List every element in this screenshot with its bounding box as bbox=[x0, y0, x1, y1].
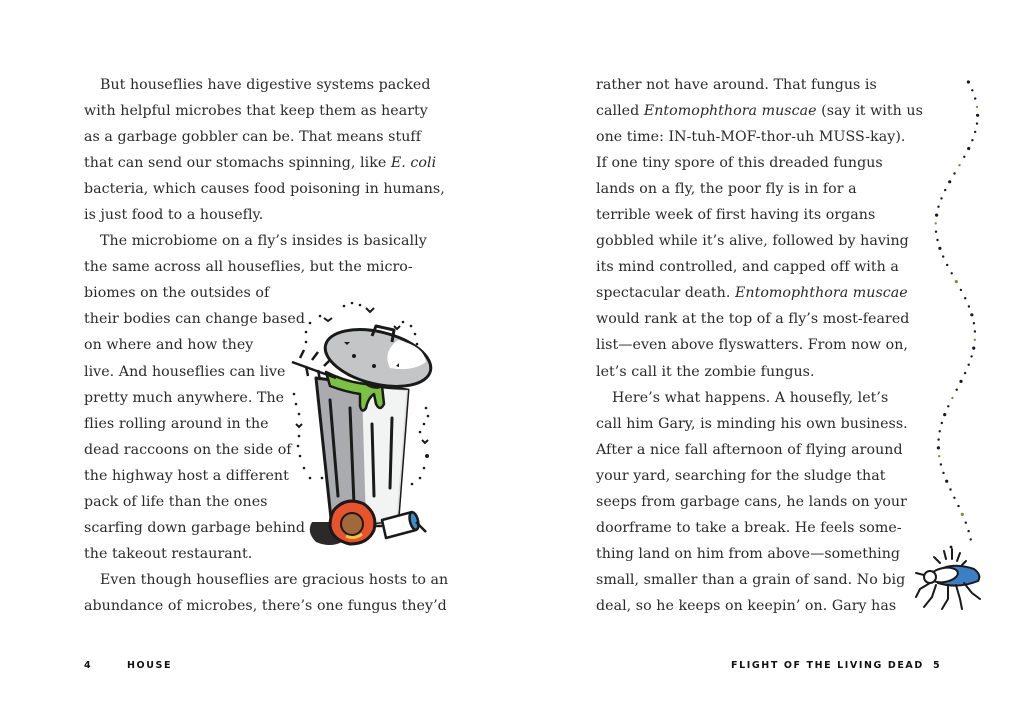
trail-dot bbox=[967, 80, 970, 83]
trail-dot bbox=[940, 197, 942, 199]
trail-dot bbox=[964, 372, 966, 374]
text-line: deal, so he keeps on keepin’ on. Gary has bbox=[596, 597, 897, 614]
trail-dot bbox=[974, 330, 976, 332]
trail-dot bbox=[958, 164, 960, 166]
text-line: scarfing down garbage behind bbox=[84, 519, 306, 536]
trail-dot bbox=[976, 114, 979, 117]
trail-dot bbox=[936, 239, 938, 241]
running-head-right: FLIGHT OF THE LIVING DEAD bbox=[731, 660, 924, 671]
text-line: The microbiome on a fly’s insides is basically bbox=[100, 233, 427, 250]
trail-dot bbox=[970, 538, 972, 540]
text-line bbox=[596, 98, 923, 124]
text-line: on where and how they bbox=[84, 337, 254, 354]
trail-dot bbox=[939, 430, 941, 432]
text-line: your yard, searching for the sludge that bbox=[596, 467, 886, 484]
text-line: as a garbage gobbler can be. That means stuff bbox=[84, 129, 422, 146]
trail-dot bbox=[943, 413, 946, 416]
text-line: lands on a fly, the poor fly is in for a bbox=[596, 181, 857, 198]
trail-dot bbox=[964, 297, 966, 299]
text-run: that can send our stomachs spinning, like bbox=[84, 155, 391, 172]
text-line: its mind controlled, and capped off with a bbox=[596, 259, 899, 276]
text-line: dead raccoons on the side of bbox=[84, 441, 292, 458]
trail-dot bbox=[963, 156, 965, 158]
text-line: with helpful microbes that keep them as hearty bbox=[84, 103, 428, 120]
trail-dot bbox=[968, 364, 970, 366]
text-line: gobbled while it’s alive, followed by having bbox=[596, 233, 909, 250]
text-line: doorframe to take a break. He feels some- bbox=[596, 519, 902, 536]
trail-dot bbox=[976, 122, 978, 124]
trail-dot bbox=[935, 222, 937, 224]
running-head-left: HOUSE bbox=[127, 660, 173, 671]
trail-dot bbox=[946, 264, 948, 266]
text-line: Here’s what happens. A housefly, let’s bbox=[612, 389, 889, 406]
text-line: the takeout restaurant. bbox=[84, 545, 253, 562]
trail-dot bbox=[953, 172, 955, 174]
trail-dot bbox=[970, 355, 972, 357]
text-line: the highway host a different bbox=[84, 467, 289, 484]
trail-dot bbox=[967, 530, 969, 532]
right-page-body bbox=[596, 72, 923, 619]
trail-dot bbox=[935, 231, 937, 233]
trail-dot bbox=[956, 389, 958, 391]
text-line: If one tiny spore of this dreaded fungus bbox=[596, 155, 883, 172]
text-line: pretty much anywhere. The bbox=[84, 389, 285, 406]
trail-dot bbox=[940, 463, 942, 465]
text-line: bacteria, which causes food poisoning in humans, bbox=[84, 181, 445, 198]
housefly-icon bbox=[904, 545, 994, 620]
text-line: live. And houseflies can live bbox=[84, 363, 286, 380]
text-line: thing land on him from above—something bbox=[596, 545, 901, 562]
trail-dot bbox=[938, 247, 941, 250]
text-line: small, smaller than a grain of sand. No big bbox=[596, 571, 906, 588]
trail-dot bbox=[955, 280, 958, 283]
text-line bbox=[596, 280, 916, 306]
trail-dot bbox=[959, 380, 962, 383]
trail-dot bbox=[957, 505, 959, 507]
trail-dot bbox=[971, 89, 973, 91]
text-line: the same across all houseflies, but the micro- bbox=[84, 259, 413, 276]
text-line: rather not have around. That fungus is bbox=[596, 77, 877, 93]
text-line: their bodies can change based bbox=[84, 311, 305, 328]
trail-dot bbox=[972, 347, 975, 350]
text-line: call him Gary, is minding his own business. bbox=[596, 415, 908, 432]
text-line: would rank at the top of a fly’s most-feared bbox=[596, 311, 910, 328]
trail-dot bbox=[968, 305, 970, 307]
food-wrapper bbox=[330, 501, 375, 544]
trail-dot bbox=[974, 339, 976, 341]
text-line: pack of life than the ones bbox=[84, 493, 268, 510]
trail-dot bbox=[948, 180, 951, 183]
trail-dot bbox=[967, 147, 970, 150]
italic-term: E. coli bbox=[390, 155, 437, 172]
trail-dot bbox=[945, 480, 948, 483]
trail-dot bbox=[976, 106, 978, 108]
text-line: But houseflies have digestive systems packed bbox=[100, 77, 431, 93]
trail-dot bbox=[960, 289, 962, 291]
trail-dot bbox=[942, 255, 944, 257]
trail-dot bbox=[935, 214, 938, 217]
trail-dot bbox=[965, 522, 967, 524]
trail-dot bbox=[974, 97, 976, 99]
text-line: Even though houseflies are gracious hosts to an bbox=[100, 571, 449, 588]
trail-dot bbox=[944, 189, 946, 191]
text-line: biomes on the outsides of bbox=[84, 285, 270, 302]
trail-dot bbox=[937, 206, 939, 208]
trail-dot bbox=[951, 397, 953, 399]
text-run: spectacular death. bbox=[596, 285, 735, 302]
text-line: After a nice fall afternoon of flying around bbox=[596, 441, 903, 458]
text-line: seeps from garbage cans, he lands on your bbox=[596, 493, 907, 510]
text-line: one time: IN-tuh-MOF-thor-uh MUSS-kay). bbox=[596, 129, 906, 146]
text-line: is just food to a housefly. bbox=[84, 207, 264, 224]
trash-can-with-flies-icon bbox=[282, 296, 442, 556]
text-line: terrible week of first having its organs bbox=[596, 207, 876, 224]
text-line bbox=[84, 150, 437, 176]
fly-flight-path-dots bbox=[904, 70, 994, 550]
italic-term: Entomophthora muscae bbox=[734, 285, 908, 302]
text-run: called bbox=[596, 103, 644, 120]
trail-dot bbox=[970, 313, 973, 316]
trail-dot bbox=[974, 131, 976, 133]
trail-dot bbox=[973, 322, 975, 324]
trail-dot bbox=[947, 405, 949, 407]
page-number-right: 5 bbox=[933, 660, 942, 671]
trail-dot bbox=[949, 488, 951, 490]
trail-dot bbox=[937, 438, 939, 440]
trail-dot bbox=[941, 422, 943, 424]
trail-dot bbox=[953, 497, 955, 499]
trail-dot bbox=[937, 446, 940, 449]
page-number-left: 4 bbox=[84, 660, 93, 671]
text-line: let’s call it the zombie fungus. bbox=[596, 363, 815, 380]
right-page bbox=[512, 0, 1024, 724]
trail-dot bbox=[951, 272, 953, 274]
trail-dot bbox=[971, 139, 973, 141]
trail-dot bbox=[961, 513, 964, 516]
text-line: flies rolling around in the bbox=[84, 415, 269, 432]
text-line: abundance of microbes, there’s one fungus they’d bbox=[84, 597, 447, 614]
trail-dot bbox=[942, 472, 944, 474]
trail-dot bbox=[938, 455, 940, 457]
text-line: list—even above flyswatters. From now on, bbox=[596, 337, 908, 354]
italic-term: Entomophthora muscae bbox=[643, 103, 817, 120]
text-run: (say it with us bbox=[816, 103, 923, 120]
